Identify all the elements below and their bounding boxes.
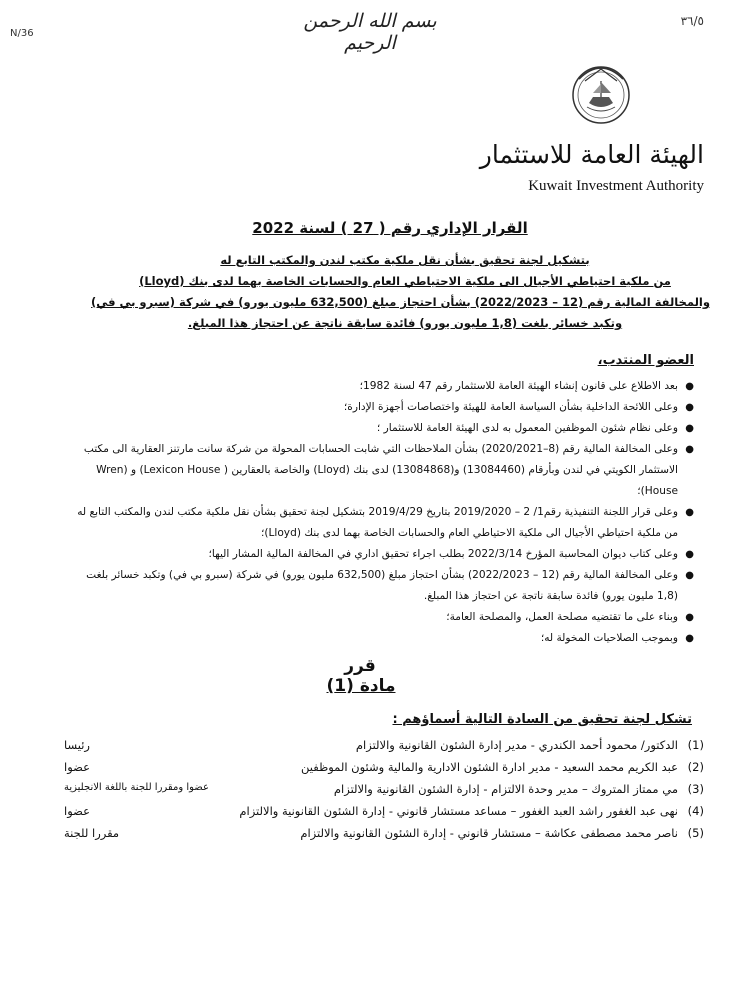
- bullet-icon: ●: [685, 633, 694, 644]
- basmala: بسم الله الرحمن الرحيم: [303, 10, 437, 54]
- organization-name-arabic: الهيئة العامة للاستثمار: [479, 140, 704, 169]
- decision-subject: [91, 250, 710, 334]
- committee-member: [64, 760, 704, 782]
- kuwait-emblem-logo: [565, 55, 637, 127]
- member-name: عبد الكريم محمد السعيد - مدير ادارة الشئون الادارية والمالية وشئون الموظفين: [301, 760, 678, 774]
- preamble-list: [66, 376, 696, 649]
- preamble-item: ● بعد الاطلاع على قانون إنشاء الهيئة العامة للاستثمار رقم 47 لسنة 1982؛: [66, 376, 696, 397]
- preamble-heading: العضو المنتدب،: [597, 353, 694, 368]
- bullet-icon: ●: [685, 444, 694, 455]
- member-name: ناصر محمد مصطفى عكاشة – مستشار قانوني - إدارة الشئون القانونية والالتزام: [300, 826, 678, 840]
- member-number: (3): [687, 782, 704, 796]
- preamble-item: ● وعلى كتاب ديوان المحاسبة المؤرخ 2022/3/14 بطلب اجراء تحقيق اداري في المخالفة المالية المشار اليها؛: [66, 544, 696, 565]
- document-reference-left: N/36: [10, 28, 34, 39]
- committee-member: [64, 826, 704, 848]
- bullet-icon: ●: [685, 381, 694, 392]
- subject-line: بتشكيل لجنة تحقيق بشأن نقل ملكية مكتب لندن والمكتب التابع له: [220, 253, 590, 267]
- organization-name-english: Kuwait Investment Authority: [528, 178, 704, 194]
- bullet-icon: ●: [685, 402, 694, 413]
- member-number: (5): [687, 826, 704, 840]
- subject-line: وتكبد خسائر بلغت (1,8 مليون يورو) فائدة سابقة ناتجة عن احتجاز هذا المبلغ.: [187, 316, 623, 330]
- member-number: (2): [687, 760, 704, 774]
- preamble-item: ● وعلى اللائحة الداخلية بشأن السياسة العامة للهيئة واختصاصات أجهزة الإدارة؛: [66, 397, 696, 418]
- preamble-item: ● وبموجب الصلاحيات المخولة له؛: [66, 628, 696, 649]
- committee-member: [64, 738, 704, 760]
- member-role: عضوا: [64, 804, 90, 818]
- bullet-icon: ●: [685, 507, 694, 518]
- decision-title: القرار الإداري رقم ( 27 ) لسنة 2022: [252, 219, 528, 237]
- member-name: نهى عبد الغفور راشد العبد الغفور – مساعد مستشار قانوني - إدارة الشئون القانونية والالتزام: [239, 804, 678, 818]
- article-heading: مادة (1): [326, 676, 396, 696]
- committee-heading: تشكل لجنة تحقيق من السادة التالية أسماؤهم :: [392, 712, 692, 727]
- document-reference-right: ٣٦/٥: [680, 14, 704, 28]
- member-number: (1): [687, 738, 704, 752]
- subject-line: من ملكية احتياطي الأجيال الى ملكية الاحتياطي العام والحسابات الخاصة بهما لدى بنك (Lloyd): [139, 274, 671, 288]
- preamble-item: ● وعلى قرار اللجنة التنفيذية رقم1/ 2 – 2019/2020 بتاريخ 2019/4/29 بتشكيل لجنة تحقيق بشأن نقل ملكية مكتب لندن والمكتب التابع له من ملكية احتياطي الأجيال الى ملكية الاحتياطي العام والحسابات الخاصة بهما لدى بنك (Lloyd)؛: [66, 502, 696, 544]
- preamble-item: ● وعلى نظام شئون الموظفين المعمول به لدى الهيئة العامة للاستثمار ؛: [66, 418, 696, 439]
- preamble-item: ● وعلى المخالفة المالية رقم (12 – 2022/2023) بشأن احتجاز مبلغ (632,500 مليون يورو) في شركة (سبرو بي في) وتكبد خسائر بلغت (1,8 مليون يورو) فائدة سابقة ناتجة عن احتجاز هذا المبلغ.: [66, 565, 696, 607]
- subject-line: والمخالفة المالية رقم (12 – 2022/2023) بشأن احتجاز مبلغ (632,500 مليون يورو) في شركة (سبرو بي في): [91, 295, 710, 309]
- member-name: مي ممتاز المتروك – مدير وحدة الالتزام - إدارة الشئون القانونية والالتزام: [333, 782, 678, 796]
- committee-member: [64, 782, 704, 804]
- preamble-item: ● وبناء على ما تقتضيه مصلحة العمل، والمصلحة العامة؛: [66, 607, 696, 628]
- member-role: عضوا: [64, 760, 90, 774]
- bullet-icon: ●: [685, 612, 694, 623]
- committee-member: [64, 804, 704, 826]
- bullet-icon: ●: [685, 423, 694, 434]
- bullet-icon: ●: [685, 549, 694, 560]
- member-role: عضوا ومقررا للجنة باللغة الانجليزية: [64, 782, 209, 793]
- preamble-item: ● وعلى المخالفة المالية رقم (8–2020/2021) بشأن الملاحظات التي شابت الحسابات المحولة من شركة سانت مارتنز العقارية الى مكتب الاستثمار الكويتي في لندن وبأرقام (13084460) و(13084868) لدى بنك (Lloyd) والخاصة بالعقارين ( Lexicon House) و (Wren House)؛: [66, 439, 696, 502]
- member-role: مقررا للجنة: [64, 826, 120, 840]
- member-name: الدكتور/ محمود أحمد الكندري - مدير إدارة الشئون القانونية والالتزام: [355, 738, 678, 752]
- bullet-icon: ●: [685, 570, 694, 581]
- decides-heading: قرر: [344, 656, 376, 676]
- member-role: رئيسا: [64, 738, 90, 752]
- member-number: (4): [687, 804, 704, 818]
